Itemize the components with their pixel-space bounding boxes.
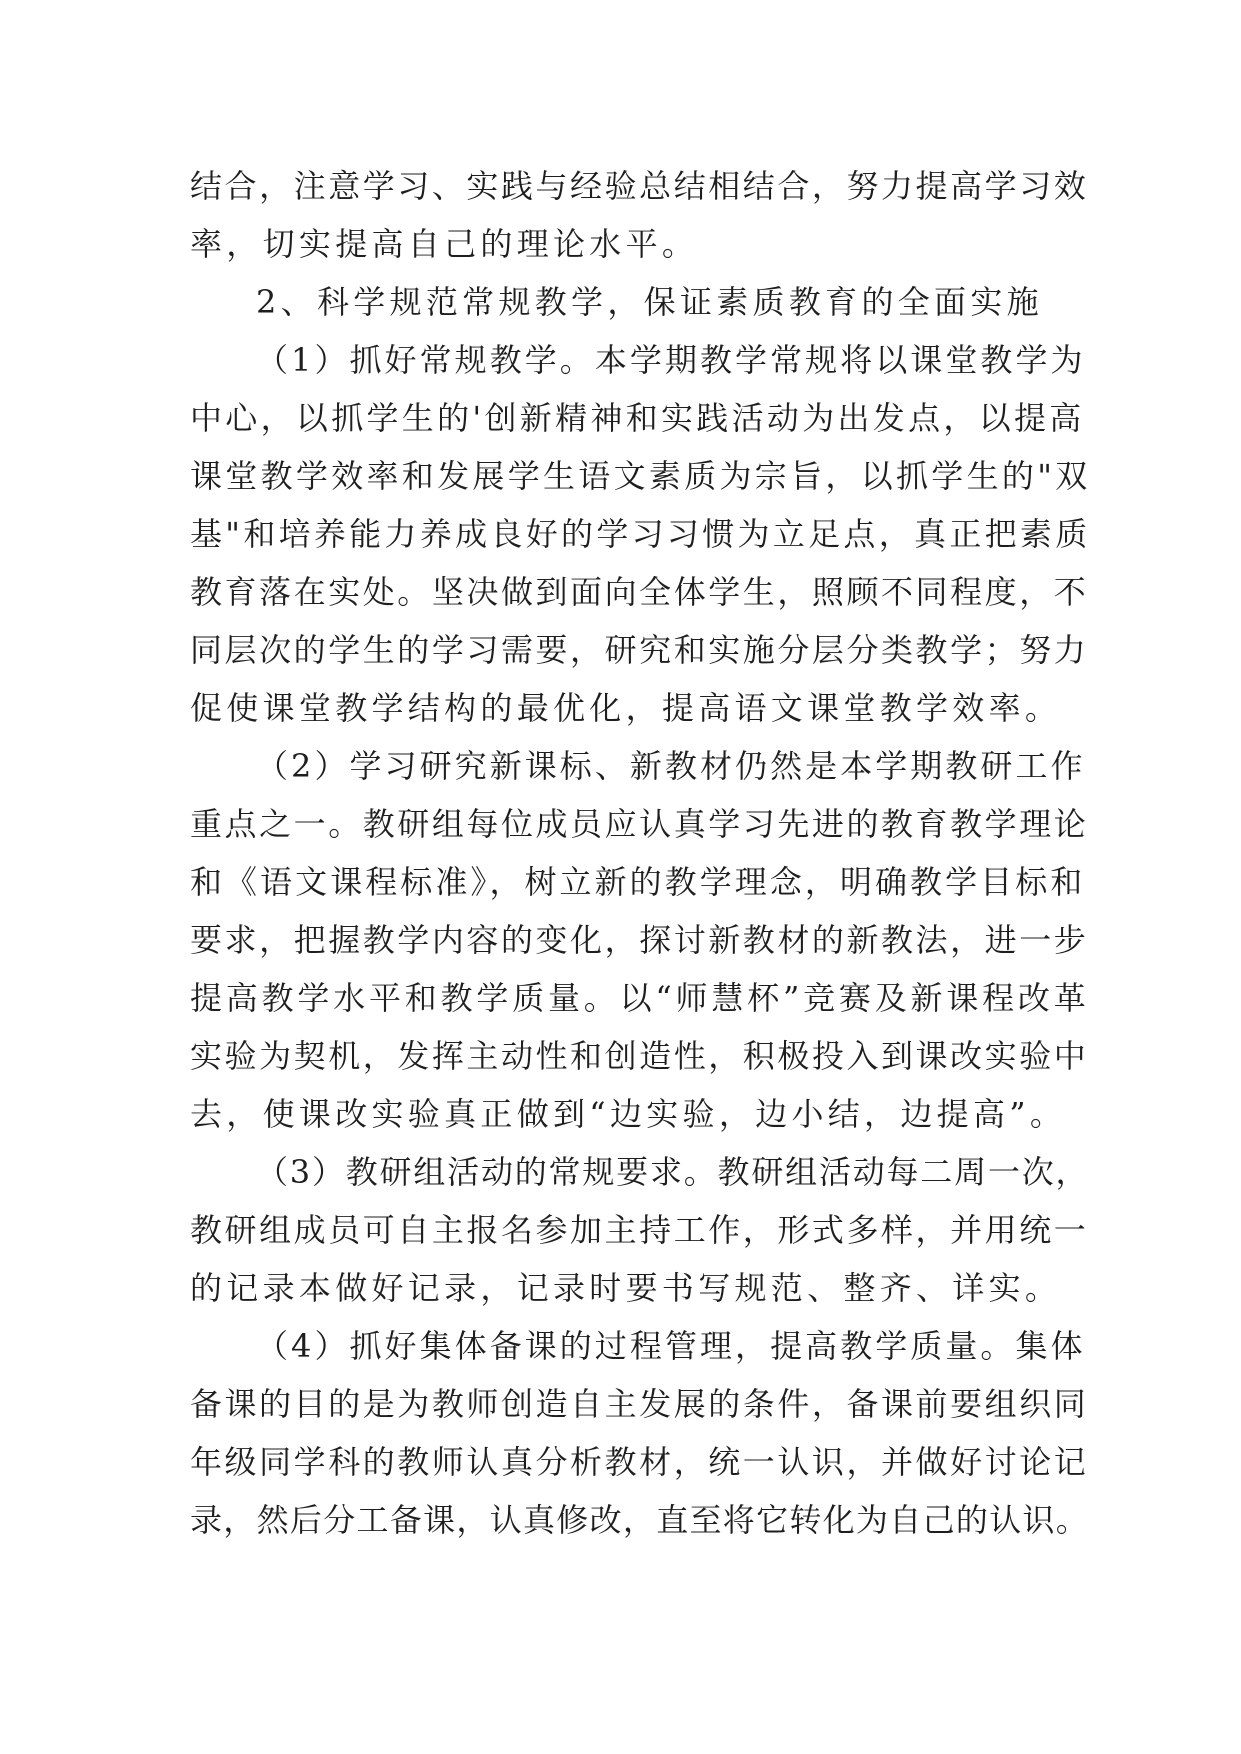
paragraph-start: （3）教研组活动的常规要求。教研组活动每二周一次， xyxy=(256,1153,1090,1191)
text-line: 要求，把握教学内容的变化，探讨新教材的新教法，进一步 xyxy=(190,921,1089,959)
text-line: 率，切实提高自己的理论水平。 xyxy=(190,225,699,263)
text-line: 基"和培养能力养成良好的学习习惯为立足点，真正把素质 xyxy=(190,515,1091,553)
text-line: 课堂教学效率和发展学生语文素质为宗旨，以抓学生的"双 xyxy=(190,457,1091,495)
paragraph-start: （4）抓好集体备课的过程管理，提高教学质量。集体 xyxy=(256,1327,1086,1365)
text-line: 和《语文课程标准》，树立新的教学理念，明确教学目标和 xyxy=(190,863,1086,901)
text-line: 年级同学科的教师认真分析教材，统一认识，并做好讨论记 xyxy=(190,1443,1089,1481)
text-line: 教研组成员可自主报名参加主持工作，形式多样，并用统一 xyxy=(190,1211,1089,1249)
text-line: 录，然后分工备课，认真修改，直至将它转化为自己的认识。 xyxy=(190,1501,1090,1539)
text-line: 教育落在实处。坚决做到面向全体学生，照顾不同程度，不 xyxy=(190,573,1089,611)
text-line: 促使课堂教学结构的最优化，提高语文课堂教学效率。 xyxy=(190,689,1062,727)
paragraph-start: （1）抓好常规教学。本学期教学常规将以课堂教学为 xyxy=(256,341,1086,379)
text-line: 的记录本做好记录，记录时要书写规范、整齐、详实。 xyxy=(190,1269,1062,1307)
text-line: 同层次的学生的学习需要，研究和实施分层分类教学；努力 xyxy=(190,631,1089,669)
text-line: 备课的目的是为教师创造自主发展的条件，备课前要组织同 xyxy=(190,1385,1089,1423)
text-line: 结合，注意学习、实践与经验总结相结合，努力提高学习效 xyxy=(190,167,1089,205)
paragraph-start: （2）学习研究新课标、新教材仍然是本学期教研工作 xyxy=(256,747,1086,785)
text-line: 重点之一。教研组每位成员应认真学习先进的教育教学理论 xyxy=(190,805,1089,843)
text-line: 提高教学水平和教学质量。以“师慧杯”竞赛及新课程改革 xyxy=(190,979,1090,1017)
text-line: 去，使课改实验真正做到“边实验，边小结，边提高”。 xyxy=(190,1095,1067,1133)
text-line: 实验为契机，发挥主动性和创造性，积极投入到课改实验中 xyxy=(190,1037,1089,1075)
text-line: 中心，以抓学生的'创新精神和实践活动为出发点，以提高 xyxy=(190,399,1085,437)
section-heading: 2、科学规范常规教学，保证素质教育的全面实施 xyxy=(256,283,1043,321)
